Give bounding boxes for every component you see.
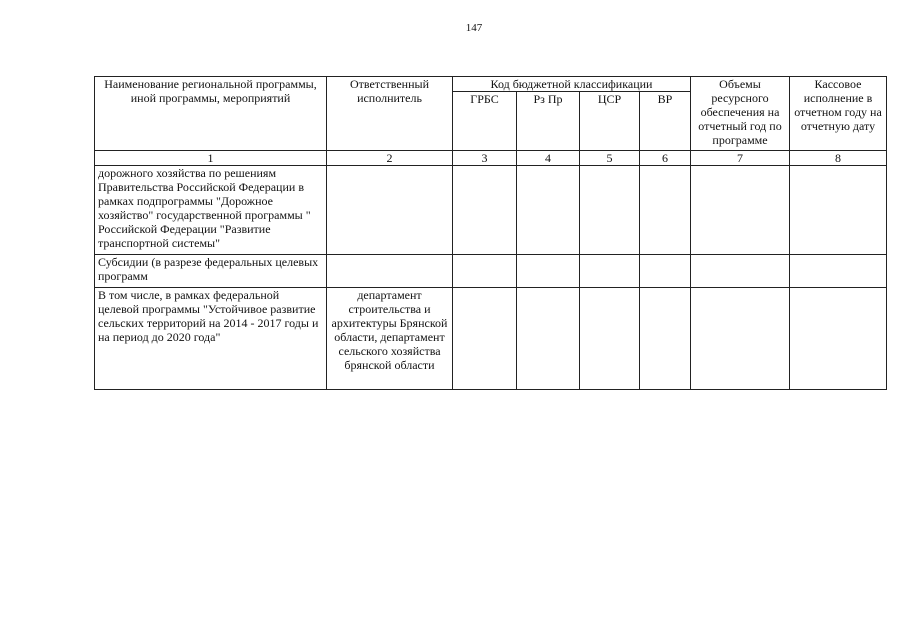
volume-cell [691, 288, 790, 390]
vr-cell [640, 255, 691, 288]
table-row [95, 288, 887, 390]
table-row [95, 166, 887, 255]
volume-cell [691, 166, 790, 255]
row-executor-cell: департамент строительства и архитектуры Брянской области, департамент сельского хозяйства брянской области [327, 288, 453, 390]
row-name-cell: В том числе, в рамках федеральной целевой программы "Устойчивое развитие сельских территорий на 2014 - 2017 годы и на период до 2020 года" [95, 288, 327, 390]
cash-cell [790, 166, 887, 255]
header-rzpr: Рз Пр [517, 92, 580, 151]
column-number: 3 [453, 151, 517, 166]
header-cash: Кассовое исполнение в отчетном году на отчетную дату [790, 77, 887, 151]
row-executor-cell [327, 166, 453, 255]
grbs-cell [453, 288, 517, 390]
header-grbs: ГРБС [453, 92, 517, 151]
header-csr: ЦСР [580, 92, 640, 151]
rzpr-cell [517, 288, 580, 390]
report-table [94, 76, 887, 390]
header-row-top [95, 77, 887, 92]
vr-cell [640, 166, 691, 255]
csr-cell [580, 288, 640, 390]
csr-cell [580, 255, 640, 288]
header-volume: Объемы ресурсного обеспечения на отчетный год по программе [691, 77, 790, 151]
page-number: 147 [465, 22, 483, 34]
row-name-cell: Субсидии (в разрезе федеральных целевых программ [95, 255, 327, 288]
column-number: 1 [95, 151, 327, 166]
volume-cell [691, 255, 790, 288]
row-executor-cell [327, 255, 453, 288]
rzpr-cell [517, 255, 580, 288]
header-budget-code: Код бюджетной классификации [453, 77, 691, 92]
column-number: 4 [517, 151, 580, 166]
header-executor: Ответственный исполнитель [327, 77, 453, 151]
rzpr-cell [517, 166, 580, 255]
vr-cell [640, 288, 691, 390]
column-number: 6 [640, 151, 691, 166]
column-number-row [95, 151, 887, 166]
cash-cell [790, 288, 887, 390]
grbs-cell [453, 166, 517, 255]
column-number: 8 [790, 151, 887, 166]
column-number: 5 [580, 151, 640, 166]
grbs-cell [453, 255, 517, 288]
header-name: Наименование региональной программы, иной программы, мероприятий [95, 77, 327, 151]
column-number: 2 [327, 151, 453, 166]
header-vr: ВР [640, 92, 691, 151]
cash-cell [790, 255, 887, 288]
table-row [95, 255, 887, 288]
csr-cell [580, 166, 640, 255]
row-name-cell: дорожного хозяйства по решениям Правительства Российской Федерации в рамках подпрограммы "Дорожное хозяйство" государственной программы " Российской Федерации "Развитие транспортной системы" [95, 166, 327, 255]
column-number: 7 [691, 151, 790, 166]
